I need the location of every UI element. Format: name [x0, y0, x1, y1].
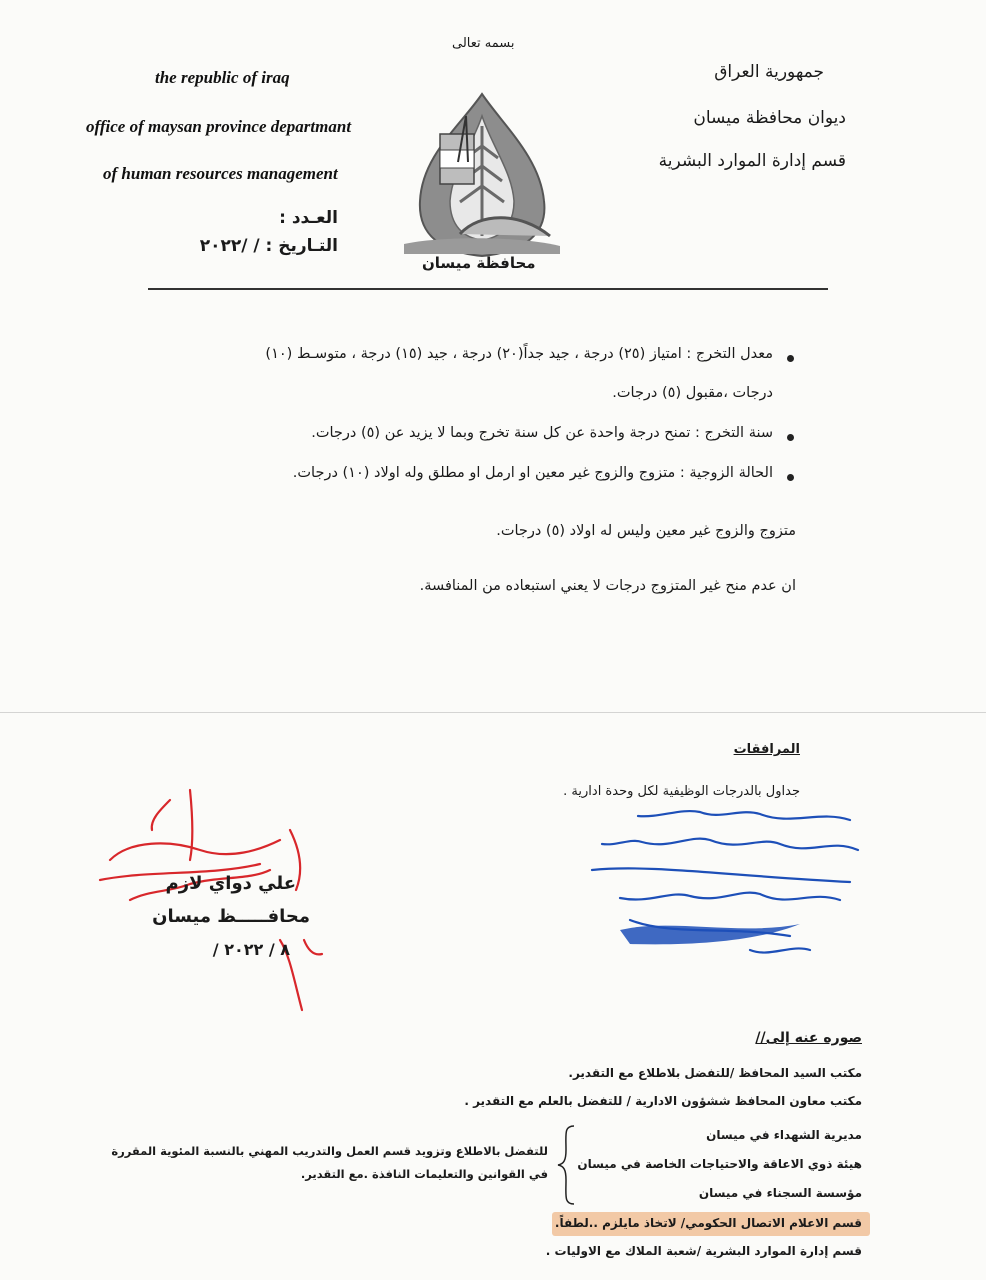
bullet-3-text: الحالة الزوجية : متزوج والزوج غير معين او ارمل او مطلق وله اولاد (١٠) درجات. — [292, 465, 773, 481]
header-ar-line-3: قسم إدارة الموارد البشرية — [658, 151, 846, 171]
attachments-title: المرافقات — [733, 742, 800, 757]
header-ar-line-2: ديوان محافظة ميسان — [693, 108, 846, 128]
date-label: التـاريخ : / /٢٠٢٢ — [199, 236, 338, 256]
bullet-2 — [787, 434, 794, 441]
basmala: بسمه تعالى — [452, 36, 515, 51]
signature-date: / ٨ / ٢٠٢٢ — [212, 940, 290, 959]
logo-caption: محافظة ميسان — [422, 254, 536, 272]
copy-group-1: مديرية الشهداء في ميسان — [706, 1128, 862, 1142]
maysan-logo — [400, 86, 564, 282]
signatory-name: علي دواي لازم — [165, 873, 296, 894]
header-en-line-2: office of maysan province departmant — [86, 117, 352, 136]
group-note-line-2: في القوانين والتعليمات النافذة .مع التقدير. — [300, 1167, 548, 1181]
bullet-1-line-2: درجات ،مقبول (٥) درجات. — [612, 385, 773, 401]
header-ar-line-1: جمهورية العراق — [714, 62, 824, 82]
copy-group-2: هيئة ذوي الاعاقة والاحتياجات الخاصة في ميسان — [577, 1157, 862, 1171]
group-note-line-1: للتفضل بالاطلاع وتزويد قسم العمل والتدريب المهني بالنسبة المئوية المقررة — [111, 1144, 548, 1158]
paragraph-1: متزوج والزوج غير معين وليس له اولاد (٥) درجات. — [496, 523, 796, 539]
bullet-1 — [787, 355, 794, 362]
copy-line-2: مكتب معاون المحافظ ششؤون الادارية / للتفضل بالعلم مع التقدير . — [464, 1094, 862, 1108]
copies-title: صوره عنه إلى// — [755, 1030, 862, 1046]
copy-group-3: مؤسسة السجناء في ميسان — [698, 1186, 862, 1200]
header-en-line-3: of human resources management — [103, 164, 338, 183]
paragraph-2: ان عدم منح غير المتزوج درجات لا يعني استبعاده من المنافسة. — [419, 578, 796, 594]
number-label: العـدد : — [279, 208, 338, 228]
logo-emblem-icon — [400, 86, 564, 282]
group-brace-icon — [556, 1124, 578, 1206]
bullet-3 — [787, 474, 794, 481]
copy-line-1: مكتب السيد المحافظ /للتفضل بلاطلاع مع التقدير. — [568, 1066, 862, 1080]
red-signature-scribble — [90, 780, 330, 1020]
copy-last: قسم إدارة الموارد البشرية /شعبة الملاك مع الاوليات . — [545, 1244, 862, 1258]
bullet-1-line-1: معدل التخرج : امتياز (٢٥) درجة ، جيد جداً(٢٠) درجة ، جيد (١٥) درجة ، متوسـط (١٠) — [265, 346, 773, 362]
copy-highlighted: قسم الاعلام الاتصال الحكومي/ لاتخاذ مايلزم ..لطفاً. — [554, 1216, 862, 1230]
header-divider — [148, 288, 828, 290]
bullet-2-text: سنة التخرج : تمنح درجة واحدة عن كل سنة تخرج وبما لا يزيد عن (٥) درجات. — [311, 425, 773, 441]
paper-fold-line — [0, 712, 986, 713]
attachments-item: جداول بالدرجات الوظيفية لكل وحدة ادارية . — [563, 784, 800, 799]
blue-handwritten-note — [590, 790, 880, 980]
signatory-title: محافـــــظ ميسان — [152, 906, 310, 927]
header-en-line-1: the republic of iraq — [155, 68, 290, 87]
